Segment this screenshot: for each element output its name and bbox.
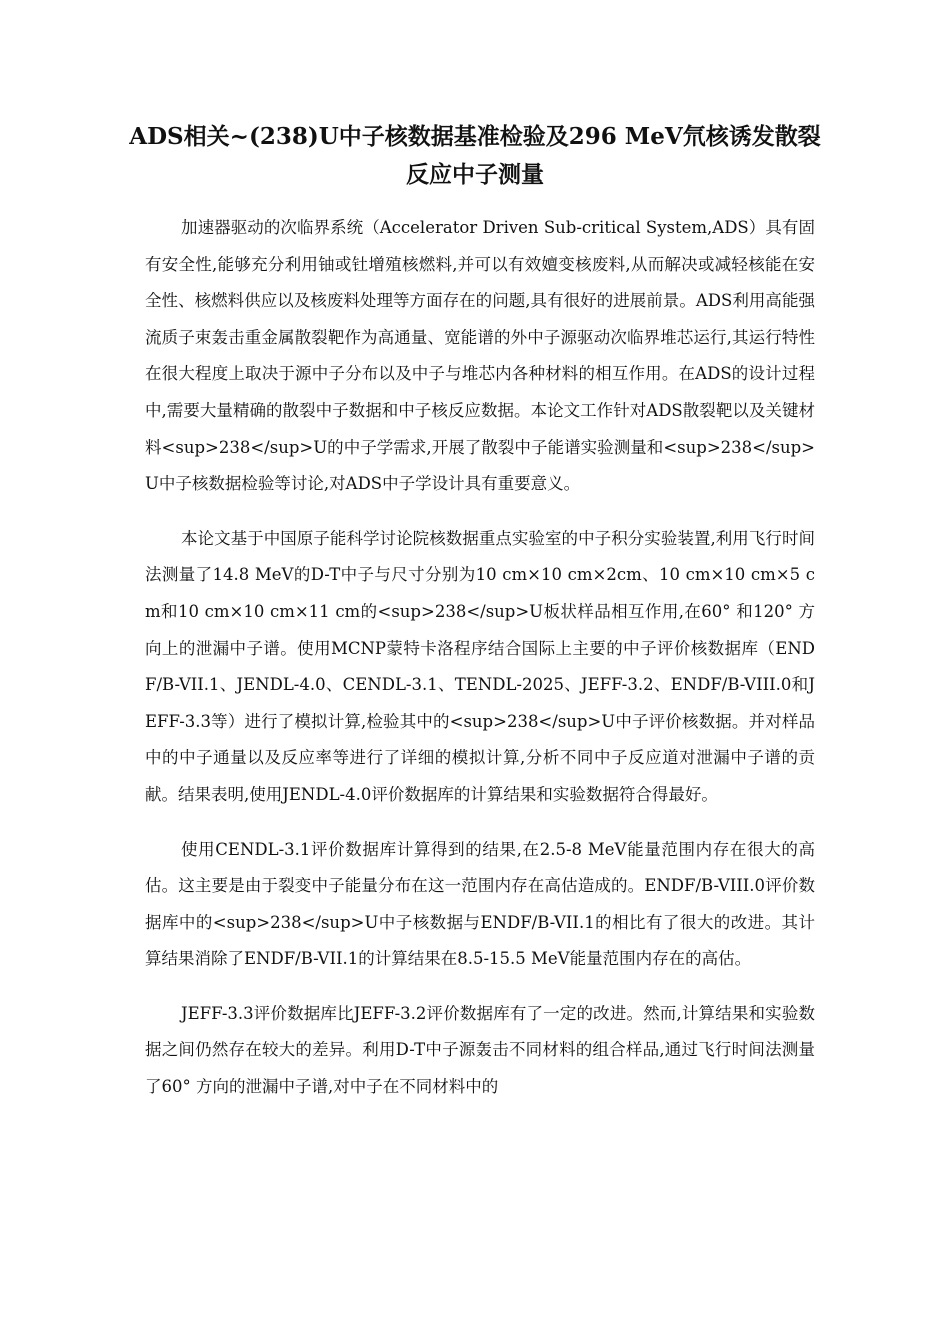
document-body: [145, 210, 815, 1124]
document-title: [120, 118, 830, 194]
paragraph-1: 加速器驱动的次临界系统（Accelerator Driven Sub-critical System,ADS）具有固有安全性,能够充分利用铀或钍增殖核燃料,并可以有效嬗变核废料,从而解决或减轻核能在安全性、核燃料供应以及核废料处理等方面存在的问题,具有很好的进展前景。ADS利用高能强流质子束轰击重金属散裂靶作为高通量、宽能谱的外中子源驱动次临界堆芯运行,其运行特性在很大程度上取决于源中子分布以及中子与堆芯内各种材料的相互作用。在ADS的设计过程中,需要大量精确的散裂中子数据和中子核反应数据。本论文工作针对ADS散裂靶以及关键材料<sup>238</sup>U的中子学需求,开展了散裂中子能谱实验测量和<sup>238</sup>U中子核数据检验等讨论,对ADS中子学设计具有重要意义。: [145, 218, 815, 494]
title-line-1: ADS相关~(238)U中子核数据基准检验及296 MeV氘核诱发散裂: [129, 123, 821, 150]
title-line-2: 反应中子测量: [406, 161, 544, 188]
paragraph-3: 使用CENDL-3.1评价数据库计算得到的结果,在2.5-8 MeV能量范围内存在很大的高估。这主要是由于裂变中子能量分布在这一范围内存在高估造成的。ENDF/B-VIII.0评价数据库中的<sup>238</sup>U中子核数据与ENDF/B-VII.1的相比有了很大的改进。其计算结果消除了ENDF/B-VII.1的计算结果在8.5-15.5 MeV能量范围内存在的高估。: [145, 839, 815, 969]
paragraph-2: 本论文基于中国原子能科学讨论院核数据重点实验室的中子积分实验装置,利用飞行时间法测量了14.8 MeV的D-T中子与尺寸分别为10 cm×10 cm×2cm、10 cm×10 cm×5 cm和10 cm×10 cm×11 cm的<sup>238</sup>U板状样品相互作用,在60° 和120° 方向上的泄漏中子谱。使用MCNP蒙特卡洛程序结合国际上主要的中子评价核数据库（ENDF/B-VII.1、JENDL-4.0、CENDL-3.1、TENDL-2025、JEFF-3.2、ENDF/B-VIII.0和JEFF-3.3等）进行了模拟计算,检验其中的<sup>238</sup>U中子评价核数据。并对样品中的中子通量以及反应率等进行了详细的模拟计算,分析不同中子反应道对泄漏中子谱的贡献。结果表明,使用JENDL-4.0评价数据库的计算结果和实验数据符合得最好。: [145, 528, 815, 804]
paragraph-4: JEFF-3.3评价数据库比JEFF-3.2评价数据库有了一定的改进。然而,计算结果和实验数据之间仍然存在较大的差异。利用D-T中子源轰击不同材料的组合样品,通过飞行时间法测量了60° 方向的泄漏中子谱,对中子在不同材料中的: [145, 1003, 815, 1097]
